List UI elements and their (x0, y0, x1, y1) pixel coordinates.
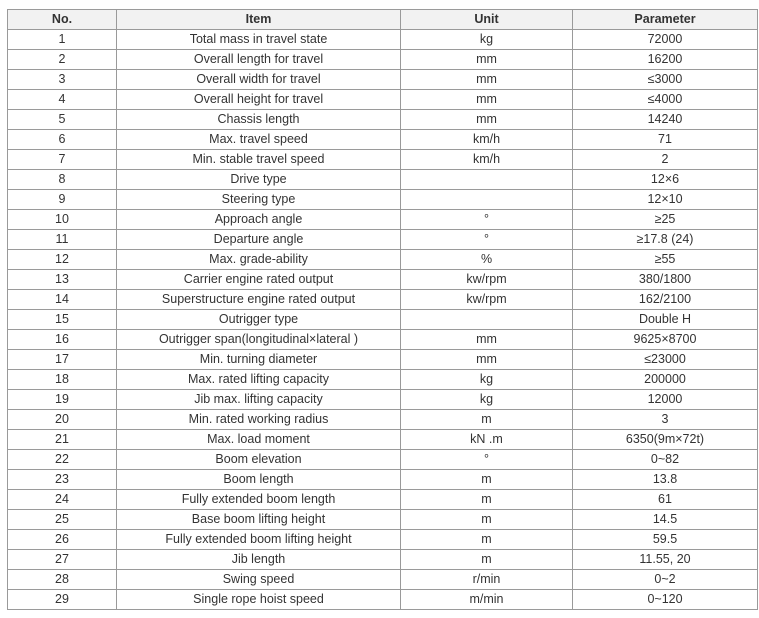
table-row (8, 230, 758, 250)
cell-unit: m/min (401, 590, 573, 610)
table-row (8, 370, 758, 390)
table-row (8, 90, 758, 110)
table-row (8, 410, 758, 430)
cell-no: 11 (8, 230, 117, 250)
cell-unit: kg (401, 370, 573, 390)
cell-unit (401, 170, 573, 190)
cell-parameter: 71 (573, 130, 758, 150)
cell-item: Superstructure engine rated output (117, 290, 401, 310)
cell-parameter: 3 (573, 410, 758, 430)
table-row (8, 270, 758, 290)
cell-parameter: 380/1800 (573, 270, 758, 290)
table-row (8, 490, 758, 510)
cell-item: Overall length for travel (117, 50, 401, 70)
cell-parameter: 12000 (573, 390, 758, 410)
table-row (8, 150, 758, 170)
cell-unit: ° (401, 210, 573, 230)
cell-unit: kw/rpm (401, 270, 573, 290)
cell-parameter: ≤4000 (573, 90, 758, 110)
cell-item: Min. turning diameter (117, 350, 401, 370)
cell-item: Min. stable travel speed (117, 150, 401, 170)
cell-no: 12 (8, 250, 117, 270)
cell-no: 27 (8, 550, 117, 570)
cell-parameter: 13.8 (573, 470, 758, 490)
cell-parameter: 2 (573, 150, 758, 170)
cell-no: 7 (8, 150, 117, 170)
cell-unit: mm (401, 350, 573, 370)
specifications-table (7, 9, 758, 610)
cell-no: 13 (8, 270, 117, 290)
cell-item: Overall width for travel (117, 70, 401, 90)
cell-unit: m (401, 530, 573, 550)
cell-no: 24 (8, 490, 117, 510)
cell-item: Fully extended boom lifting height (117, 530, 401, 550)
cell-unit: mm (401, 50, 573, 70)
cell-unit: kN .m (401, 430, 573, 450)
cell-unit: kg (401, 390, 573, 410)
cell-unit: m (401, 470, 573, 490)
cell-unit: kg (401, 30, 573, 50)
table-row (8, 30, 758, 50)
cell-unit: % (401, 250, 573, 270)
cell-item: Departure angle (117, 230, 401, 250)
cell-item: Overall height for travel (117, 90, 401, 110)
cell-no: 15 (8, 310, 117, 330)
table-row (8, 530, 758, 550)
cell-no: 9 (8, 190, 117, 210)
cell-parameter: 72000 (573, 30, 758, 50)
cell-parameter: 162/2100 (573, 290, 758, 310)
table-row (8, 310, 758, 330)
cell-item: Max. travel speed (117, 130, 401, 150)
cell-unit (401, 310, 573, 330)
cell-no: 22 (8, 450, 117, 470)
cell-parameter: 59.5 (573, 530, 758, 550)
header-parameter: Parameter (573, 10, 758, 30)
cell-item: Max. rated lifting capacity (117, 370, 401, 390)
cell-no: 19 (8, 390, 117, 410)
cell-parameter: 0~2 (573, 570, 758, 590)
cell-item: Base boom lifting height (117, 510, 401, 530)
cell-item: Swing speed (117, 570, 401, 590)
cell-item: Carrier engine rated output (117, 270, 401, 290)
cell-parameter: ≥25 (573, 210, 758, 230)
cell-no: 23 (8, 470, 117, 490)
cell-item: Boom elevation (117, 450, 401, 470)
table-row (8, 330, 758, 350)
table-row (8, 110, 758, 130)
cell-unit: mm (401, 330, 573, 350)
cell-parameter: Double H (573, 310, 758, 330)
cell-item: Outrigger span(longitudinal×lateral ) (117, 330, 401, 350)
table-row (8, 290, 758, 310)
cell-item: Chassis length (117, 110, 401, 130)
cell-parameter: 0~82 (573, 450, 758, 470)
cell-parameter: ≥17.8 (24) (573, 230, 758, 250)
table-row (8, 470, 758, 490)
cell-no: 4 (8, 90, 117, 110)
cell-parameter: 11.55, 20 (573, 550, 758, 570)
cell-parameter: 9625×8700 (573, 330, 758, 350)
table-row (8, 190, 758, 210)
cell-item: Min. rated working radius (117, 410, 401, 430)
cell-unit: km/h (401, 130, 573, 150)
cell-unit: r/min (401, 570, 573, 590)
table-row (8, 510, 758, 530)
header-no: No. (8, 10, 117, 30)
cell-no: 21 (8, 430, 117, 450)
cell-parameter: ≥55 (573, 250, 758, 270)
cell-unit: mm (401, 110, 573, 130)
cell-unit (401, 190, 573, 210)
cell-parameter: 16200 (573, 50, 758, 70)
table-header (8, 10, 758, 30)
cell-no: 28 (8, 570, 117, 590)
cell-no: 3 (8, 70, 117, 90)
table-row (8, 550, 758, 570)
cell-item: Jib max. lifting capacity (117, 390, 401, 410)
table-row (8, 450, 758, 470)
cell-unit: mm (401, 70, 573, 90)
cell-item: Steering type (117, 190, 401, 210)
cell-parameter: ≤23000 (573, 350, 758, 370)
table-row (8, 210, 758, 230)
cell-no: 2 (8, 50, 117, 70)
cell-unit: m (401, 510, 573, 530)
cell-unit: ° (401, 450, 573, 470)
cell-no: 25 (8, 510, 117, 530)
cell-no: 18 (8, 370, 117, 390)
cell-item: Approach angle (117, 210, 401, 230)
cell-item: Single rope hoist speed (117, 590, 401, 610)
cell-no: 17 (8, 350, 117, 370)
cell-no: 16 (8, 330, 117, 350)
table-row (8, 590, 758, 610)
table-row (8, 350, 758, 370)
cell-no: 20 (8, 410, 117, 430)
cell-unit: kw/rpm (401, 290, 573, 310)
cell-parameter: 0~120 (573, 590, 758, 610)
table-row (8, 430, 758, 450)
table-body (8, 30, 758, 610)
table-row (8, 50, 758, 70)
table-row (8, 390, 758, 410)
cell-parameter: 200000 (573, 370, 758, 390)
header-row (8, 10, 758, 30)
cell-parameter: ≤3000 (573, 70, 758, 90)
cell-item: Jib length (117, 550, 401, 570)
cell-item: Drive type (117, 170, 401, 190)
cell-no: 29 (8, 590, 117, 610)
cell-item: Max. load moment (117, 430, 401, 450)
cell-no: 10 (8, 210, 117, 230)
cell-item: Boom length (117, 470, 401, 490)
cell-item: Fully extended boom length (117, 490, 401, 510)
header-unit: Unit (401, 10, 573, 30)
header-item: Item (117, 10, 401, 30)
cell-unit: km/h (401, 150, 573, 170)
cell-parameter: 61 (573, 490, 758, 510)
cell-no: 26 (8, 530, 117, 550)
cell-parameter: 12×6 (573, 170, 758, 190)
table-row (8, 130, 758, 150)
cell-parameter: 12×10 (573, 190, 758, 210)
table-row (8, 70, 758, 90)
cell-unit: m (401, 410, 573, 430)
cell-unit: m (401, 490, 573, 510)
cell-no: 14 (8, 290, 117, 310)
cell-parameter: 14240 (573, 110, 758, 130)
cell-parameter: 6350(9m×72t) (573, 430, 758, 450)
cell-item: Outrigger type (117, 310, 401, 330)
cell-parameter: 14.5 (573, 510, 758, 530)
cell-no: 6 (8, 130, 117, 150)
cell-item: Total mass in travel state (117, 30, 401, 50)
cell-no: 1 (8, 30, 117, 50)
cell-unit: m (401, 550, 573, 570)
cell-no: 8 (8, 170, 117, 190)
cell-unit: ° (401, 230, 573, 250)
cell-unit: mm (401, 90, 573, 110)
cell-item: Max. grade-ability (117, 250, 401, 270)
cell-no: 5 (8, 110, 117, 130)
table-row (8, 170, 758, 190)
table-row (8, 250, 758, 270)
table-row (8, 570, 758, 590)
